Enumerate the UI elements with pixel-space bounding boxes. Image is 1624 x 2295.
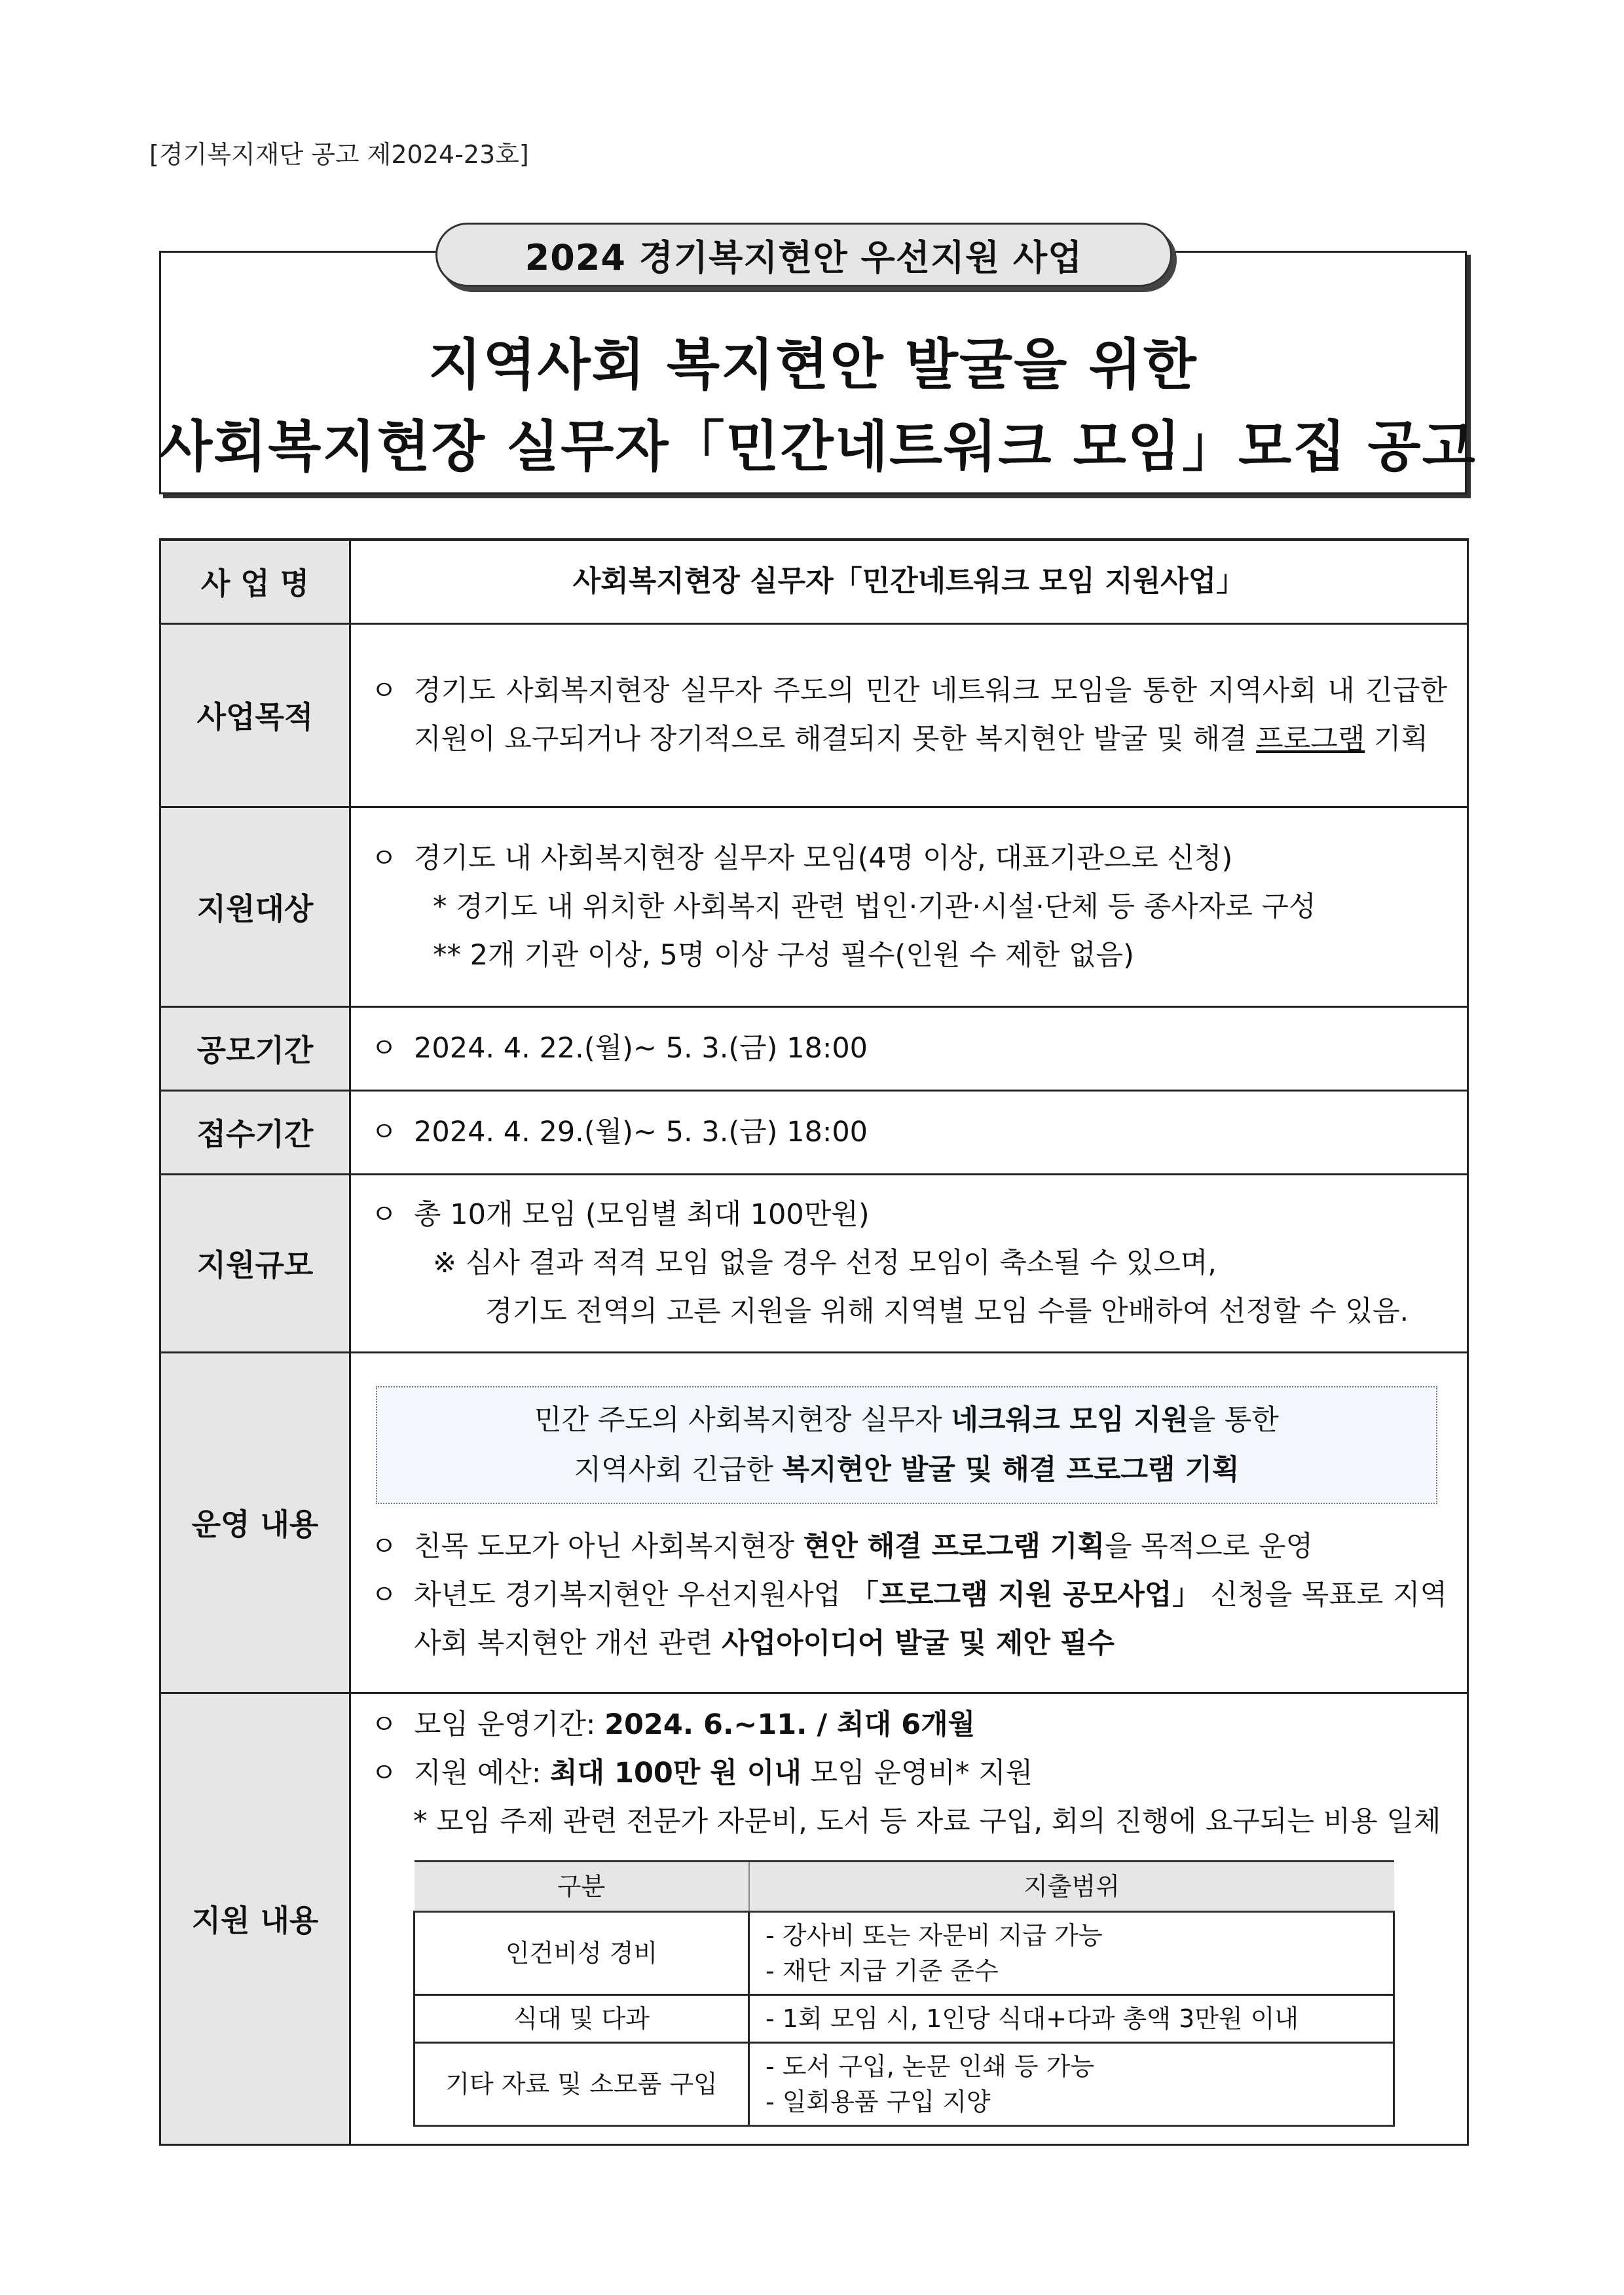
support-bullet: ㅇ 지원 예산: 최대 100만 원 이내 모임 운영비* 지원 [371, 1749, 1447, 1797]
row-label: 지원대상 [160, 807, 350, 1006]
scale-main: 총 10개 모임 (모임별 최대 100만원) [414, 1198, 870, 1231]
expense-item: - 1회 모임 시, 1인당 식대+다과 총액 3만원 이내 [766, 2004, 1299, 2033]
operation-bullet: ㅇ 차년도 경기복지현안 우선지원사업 「프로그램 지원 공모사업」 신청을 목표로 지역사회 복지현안 개선 관련 사업아이디어 발굴 및 제안 필수 [371, 1571, 1447, 1668]
bullet-icon: ㅇ [371, 1530, 397, 1562]
info-table [159, 538, 1469, 2146]
title-line-2: 사회복지현장 실무자「민간네트워크 모임」모집 공고 [159, 414, 1477, 479]
row-scale [160, 1174, 1468, 1352]
table-row [415, 1911, 1394, 1994]
bullet-icon: ㅇ [371, 1756, 397, 1789]
expense-item: - 재단 지급 기준 준수 [766, 1956, 999, 1985]
target-note: ** 2개 기관 이상, 5명 이상 구성 필수(인원 수 제한 없음) [433, 938, 1134, 972]
expense-header: 구분 [415, 1861, 749, 1911]
table-row [415, 2042, 1394, 2125]
row-label: 접수기간 [160, 1090, 350, 1174]
business-name: 사회복지현장 실무자「민간네트워크 모임 지원사업」 [350, 540, 1468, 623]
highlight-strong: 네크워크 모임 지원 [951, 1403, 1189, 1437]
receipt-value: 2024. 4. 29.(월)~ 5. 3.(금) 18:00 [414, 1116, 868, 1148]
row-support [160, 1693, 1468, 2144]
table-row [415, 1994, 1394, 2042]
row-name [160, 540, 1468, 623]
row-purpose [160, 623, 1468, 807]
scale-note: 경기도 전역의 고른 지원을 위해 지역별 모임 수를 안배하여 선정할 수 있음. [485, 1295, 1409, 1328]
expense-category: 식대 및 다과 [415, 1994, 749, 2042]
bullet-icon: ㅇ [371, 1116, 397, 1148]
purpose-text-end: 기획 [1365, 723, 1428, 756]
notice-number: [경기복지재단 공고 제2024-23호] [149, 140, 529, 169]
row-label: 지원 내용 [160, 1693, 350, 2144]
bullet-icon: ㅇ [371, 1198, 397, 1230]
scale-note: ※ 심사 결과 적격 모임 없을 경우 선정 모임이 축소될 수 있으며, [433, 1247, 1217, 1279]
row-target [160, 807, 1468, 1006]
row-label: 지원규모 [160, 1174, 350, 1352]
target-note: * 경기도 내 위치한 사회복지 관련 법인·기관·시설·단체 등 종사자로 구성 [433, 890, 1316, 923]
expense-item: - 일회용품 구입 지양 [766, 2087, 991, 2116]
row-label: 사업목적 [160, 623, 350, 807]
expense-table [413, 1860, 1395, 2127]
page-title [159, 324, 1477, 488]
expense-header: 지출범위 [749, 1861, 1394, 1911]
program-label: 2024 경기복지현안 우선지원 사업 [435, 223, 1172, 287]
bullet-icon: ㅇ [371, 1032, 397, 1064]
bullet-icon: ㅇ [371, 1578, 397, 1611]
highlight-strong: 복지현안 발굴 및 해결 프로그램 기획 [782, 1453, 1240, 1486]
purpose-bullet [371, 667, 1447, 763]
row-operation [160, 1352, 1468, 1693]
row-label: 운영 내용 [160, 1352, 350, 1693]
purpose-text: 경기도 사회복지현장 실무자 주도의 민간 네트워크 모임을 통한 지역사회 내 긴급한 지원이 요구되거나 장기적으로 해결되지 못한 복지현안 발굴 및 해결 [414, 674, 1447, 756]
row-period [160, 1006, 1468, 1090]
expense-item: - 강사비 또는 자문비 지급 가능 [766, 1920, 1103, 1950]
operation-bullet: ㅇ 친목 도모가 아닌 사회복지현장 현안 해결 프로그램 기획을 목적으로 운영 [371, 1522, 1447, 1571]
expense-category: 기타 자료 및 소모품 구입 [415, 2042, 749, 2125]
purpose-underlined: 프로그램 [1256, 723, 1365, 756]
row-label: 사 업 명 [160, 540, 350, 623]
highlight-box: 민간 주도의 사회복지현장 실무자 네크워크 모임 지원을 통한 지역사회 긴급한 복지현안 발굴 및 해결 프로그램 기획 [376, 1386, 1437, 1504]
period-value: 2024. 4. 22.(월)~ 5. 3.(금) 18:00 [414, 1032, 868, 1065]
row-label: 공모기간 [160, 1006, 350, 1090]
support-bullet: ㅇ 모임 운영기간: 2024. 6.~11. / 최대 6개월 [371, 1700, 1447, 1749]
bullet-icon: ㅇ [371, 841, 397, 874]
bullet-icon: ㅇ [371, 1708, 397, 1740]
expense-category: 인건비성 경비 [415, 1911, 749, 1994]
bullet-icon: ㅇ [371, 674, 397, 707]
row-receipt [160, 1090, 1468, 1174]
title-line-1: 지역사회 복지현안 발굴을 위한 [428, 333, 1198, 397]
support-note: * 모임 주제 관련 전문가 자문비, 도서 등 자료 구입, 회의 진행에 요구되는 비용 일체 [413, 1805, 1441, 1838]
expense-item: - 도서 구입, 논문 인쇄 등 가능 [766, 2051, 1095, 2081]
target-main: 경기도 내 사회복지현장 실무자 모임(4명 이상, 대표기관으로 신청) [414, 841, 1233, 875]
